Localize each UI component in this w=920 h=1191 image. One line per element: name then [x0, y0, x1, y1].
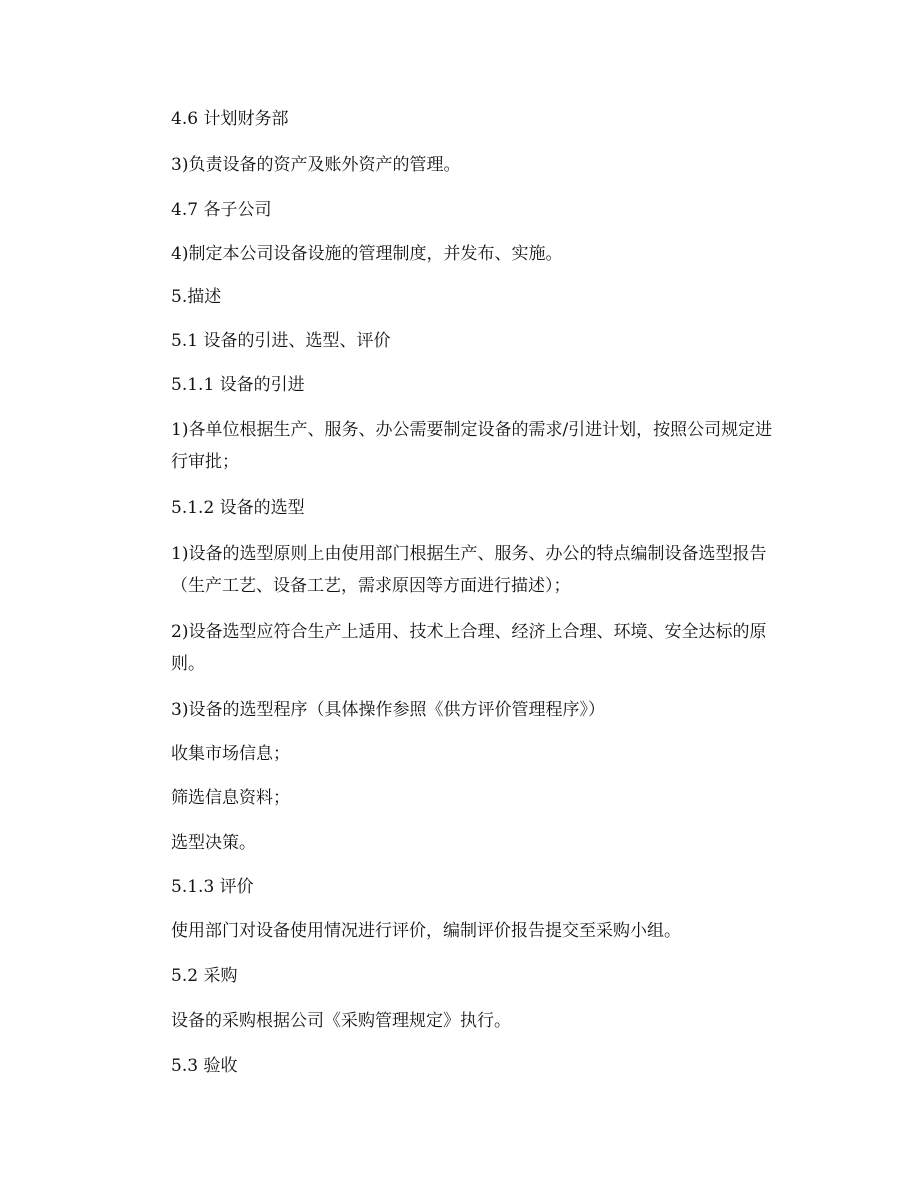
paragraph-item: 设备的采购根据公司《采购管理规定》执行。	[171, 1011, 511, 1031]
section-heading-5-1: 5.1 设备的引进、选型、评价	[171, 331, 391, 351]
paragraph-item: 3)设备的选型程序（具体操作参照《供方评价管理程序》）	[171, 700, 605, 720]
section-heading-4-7: 4.7 各子公司	[171, 200, 272, 220]
section-heading-5-1-2: 5.1.2 设备的选型	[171, 498, 305, 518]
paragraph-item: 收集市场信息；	[171, 744, 290, 764]
paragraph-item: 筛选信息资料；	[171, 788, 290, 808]
section-heading-4-6: 4.6 计划财务部	[171, 109, 289, 129]
section-heading-5-1-3: 5.1.3 评价	[171, 877, 254, 897]
paragraph-item: 1)设备的选型原则上由使用部门根据生产、服务、办公的特点编制设备选型报告（生产工艺、设备工艺，需求原因等方面进行描述）；	[171, 544, 767, 596]
paragraph-item: 3)负责设备的资产及账外资产的管理。	[171, 155, 461, 175]
paragraph-item: 4)制定本公司设备设施的管理制度，并发布、实施。	[171, 244, 563, 264]
paragraph-item: 1)各单位根据生产、服务、办公需要制定设备的需求/引进计划，按照公司规定进行审批；	[171, 420, 773, 472]
paragraph-item: 2)设备选型应符合生产上适用、技术上合理、经济上合理、环境、安全达标的原则。	[171, 622, 767, 674]
section-heading-5-1-1: 5.1.1 设备的引进	[171, 375, 305, 395]
paragraph-item: 选型决策。	[171, 833, 256, 853]
section-heading-5-3: 5.3 验收	[171, 1056, 238, 1076]
section-heading-5-2: 5.2 采购	[171, 966, 238, 986]
section-heading-5: 5.描述	[171, 287, 222, 307]
paragraph-item: 使用部门对设备使用情况进行评价，编制评价报告提交至采购小组。	[171, 921, 681, 941]
